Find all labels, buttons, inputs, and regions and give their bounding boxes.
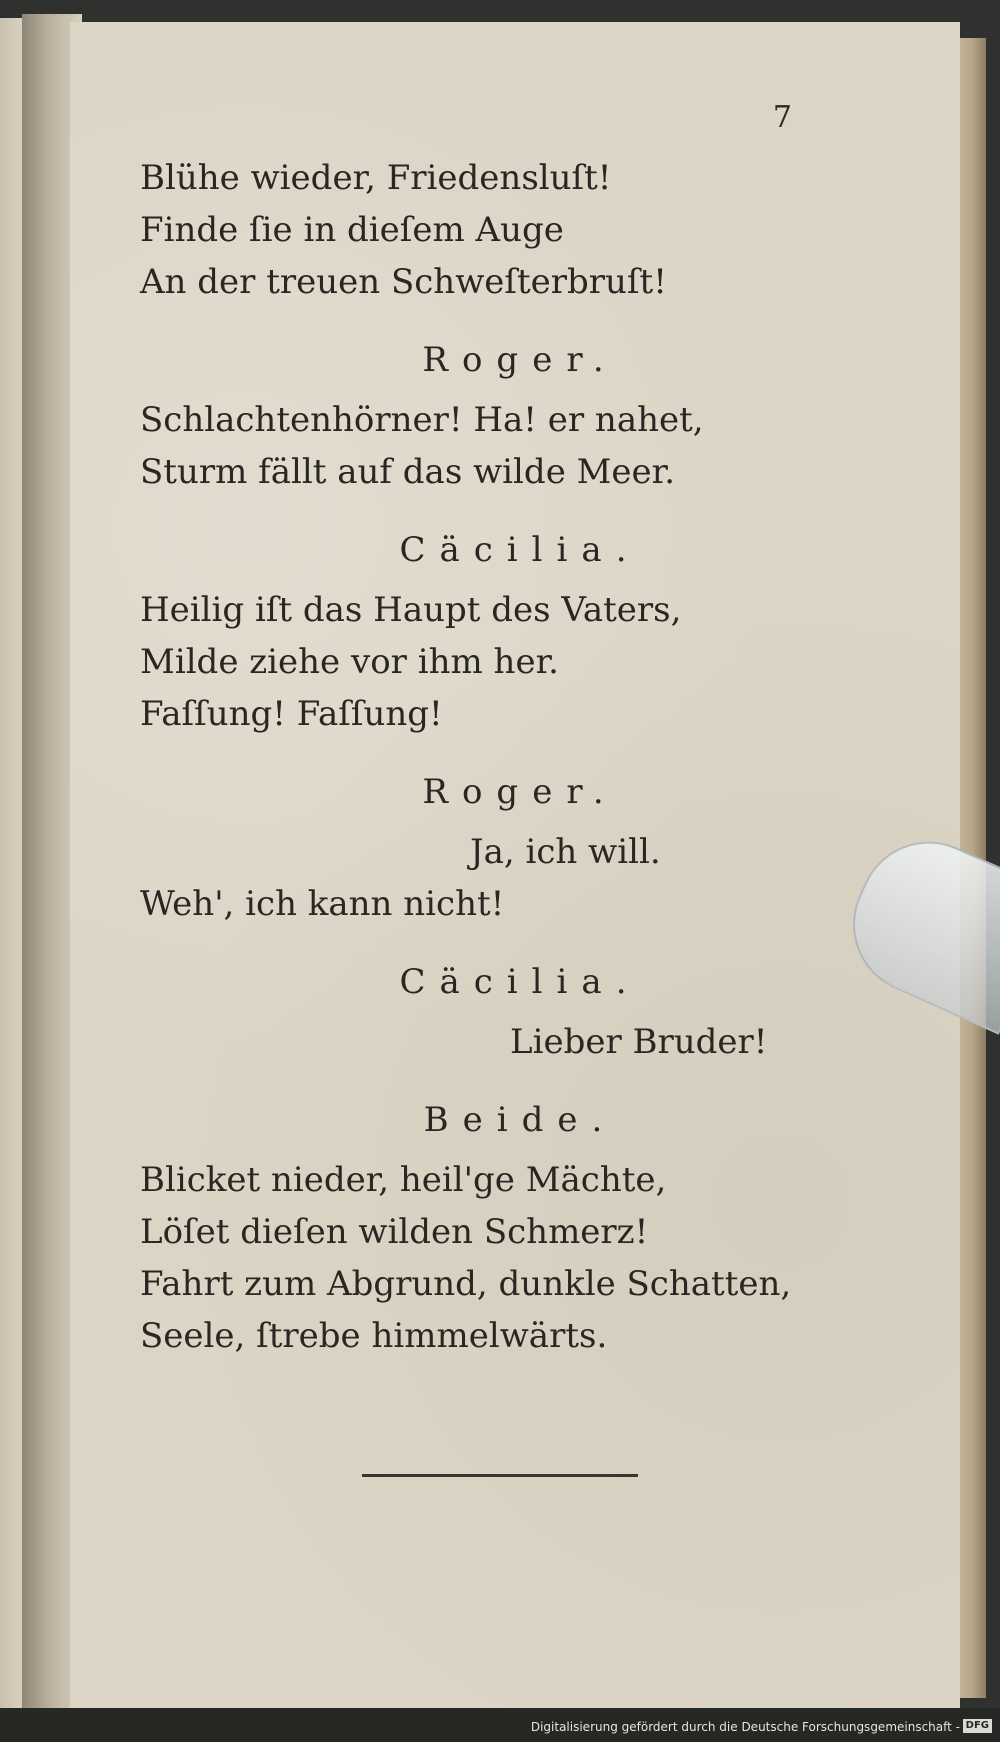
verse-line: An der treuen Schweſterbruſt!: [140, 262, 667, 302]
book-page: [70, 22, 960, 1708]
footer-bar: [0, 1708, 1000, 1742]
verse-line: Lieber Bruder!: [510, 1022, 768, 1062]
speaker-heading: Cäcilia.: [399, 530, 641, 570]
speaker-heading: Cäcilia.: [399, 962, 641, 1002]
verse-line: Milde ziehe vor ihm her.: [140, 642, 559, 682]
footer-credit: Digitalisierung gefördert durch die Deutsche Forschungsgemeinschaft -: [530, 1720, 960, 1734]
speaker-heading: Roger.: [422, 340, 618, 380]
verse-line: Blicket nieder, heil'ge Mächte,: [140, 1160, 667, 1200]
verse-line: Faſſung! Faſſung!: [140, 694, 443, 734]
verse-line: Heilig iſt das Haupt des Vaters,: [140, 590, 682, 630]
verse-line: Ja, ich will.: [470, 832, 661, 872]
speaker-heading: Roger.: [422, 772, 618, 812]
end-rule: [362, 1474, 638, 1477]
verse-line: Löſet dieſen wilden Schmerz!: [140, 1212, 649, 1252]
verse-line: Sturm fällt auf das wilde Meer.: [140, 452, 676, 492]
verse-text: [140, 152, 900, 1362]
speaker-heading: Beide.: [423, 1100, 617, 1140]
verse-line: Blühe wieder, Friedensluſt!: [140, 158, 612, 198]
verse-line: Seele, ſtrebe himmelwärts.: [140, 1316, 608, 1356]
dfg-logo: DFG: [963, 1719, 992, 1733]
verse-line: Weh', ich kann nicht!: [140, 884, 505, 924]
verse-line: Fahrt zum Abgrund, dunkle Schatten,: [140, 1264, 792, 1304]
page-number: 7: [772, 100, 792, 135]
verse-line: Finde ſie in dieſem Auge: [140, 210, 564, 250]
verse-line: Schlachtenhörner! Ha! er nahet,: [140, 400, 704, 440]
